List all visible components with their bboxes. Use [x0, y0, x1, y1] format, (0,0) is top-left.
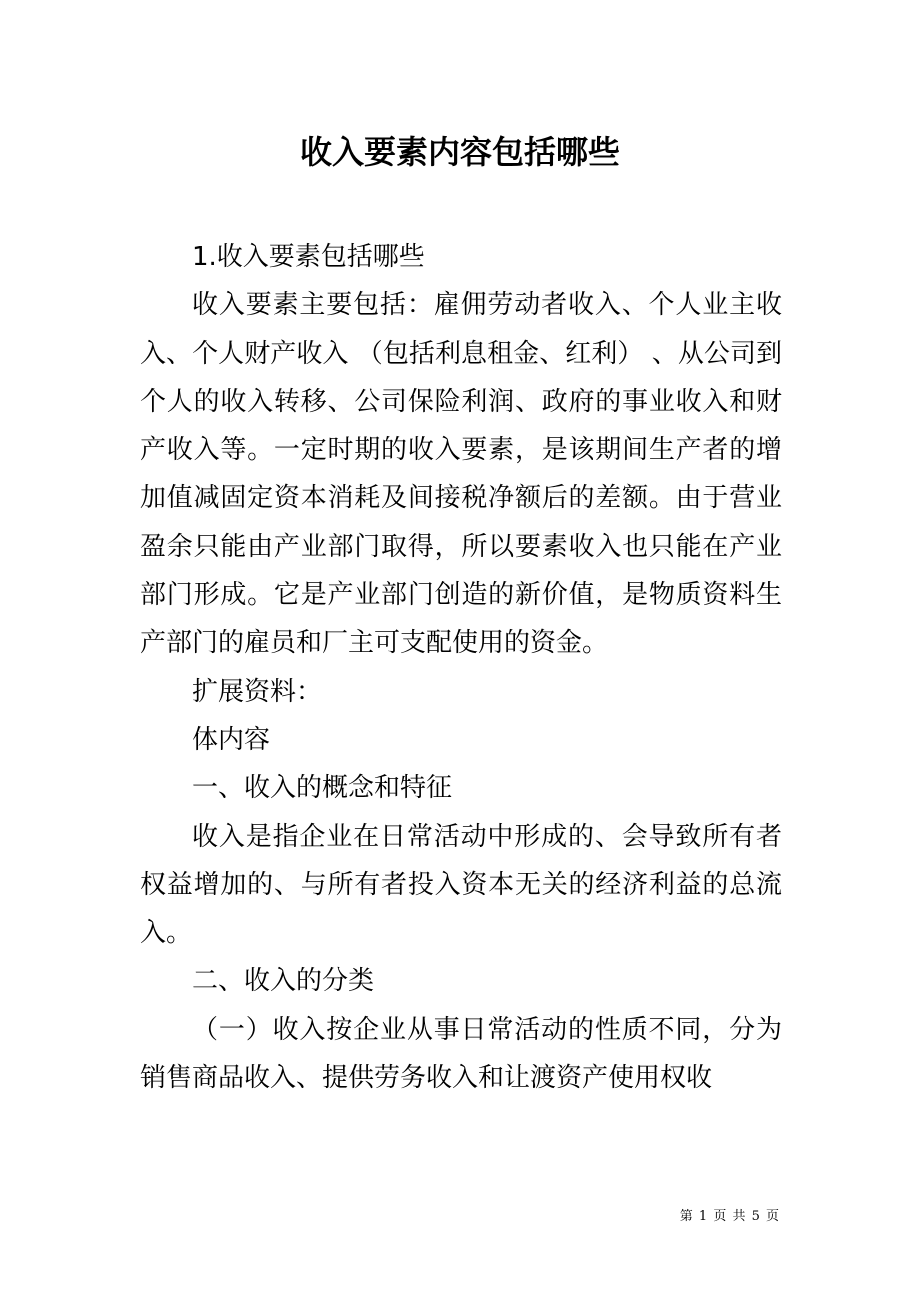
page-number-footer: 第 1 页 共 5 页 — [679, 1209, 780, 1224]
document-body — [140, 233, 782, 1102]
paragraph-classification: （一）收入按企业从事日常活动的性质不同，分为销售商品收入、提供劳务收入和让渡资产使用权收 — [140, 1014, 782, 1094]
extended-info-label: 扩展资料： — [192, 676, 323, 707]
document-title: 收入要素内容包括哪些 — [299, 133, 620, 171]
paragraph-income-factors: 收入要素主要包括：雇佣劳动者收入、个人业主收入、个人财产收入 （包括利息租金、红利） 、从公司到个人的收入转移、公司保险利润、政府的事业收入和财产收入等。一定时期的收入要素，是该期间生产者的增加值减固定资本消耗及间接税净额后的差额。由于营业盈余只能由产业部门取得，所以要素收入也只能在产业部门形成。它是产业部门创造的新价值，是物质资料生产部门的雇员和厂主可支配使用的资金。 — [140, 290, 782, 659]
section-heading-classification: 二、收入的分类 — [192, 966, 375, 997]
section-heading-concept: 一、收入的概念和特征 — [192, 773, 453, 804]
section-heading-1: 1.收入要素包括哪些 — [192, 242, 425, 272]
paragraph-income-definition: 收入是指企业在日常活动中形成的、会导致所有者权益增加的、与所有者投入资本无关的经济利益的总流入。 — [140, 821, 782, 949]
content-label: 体内容 — [192, 724, 271, 755]
